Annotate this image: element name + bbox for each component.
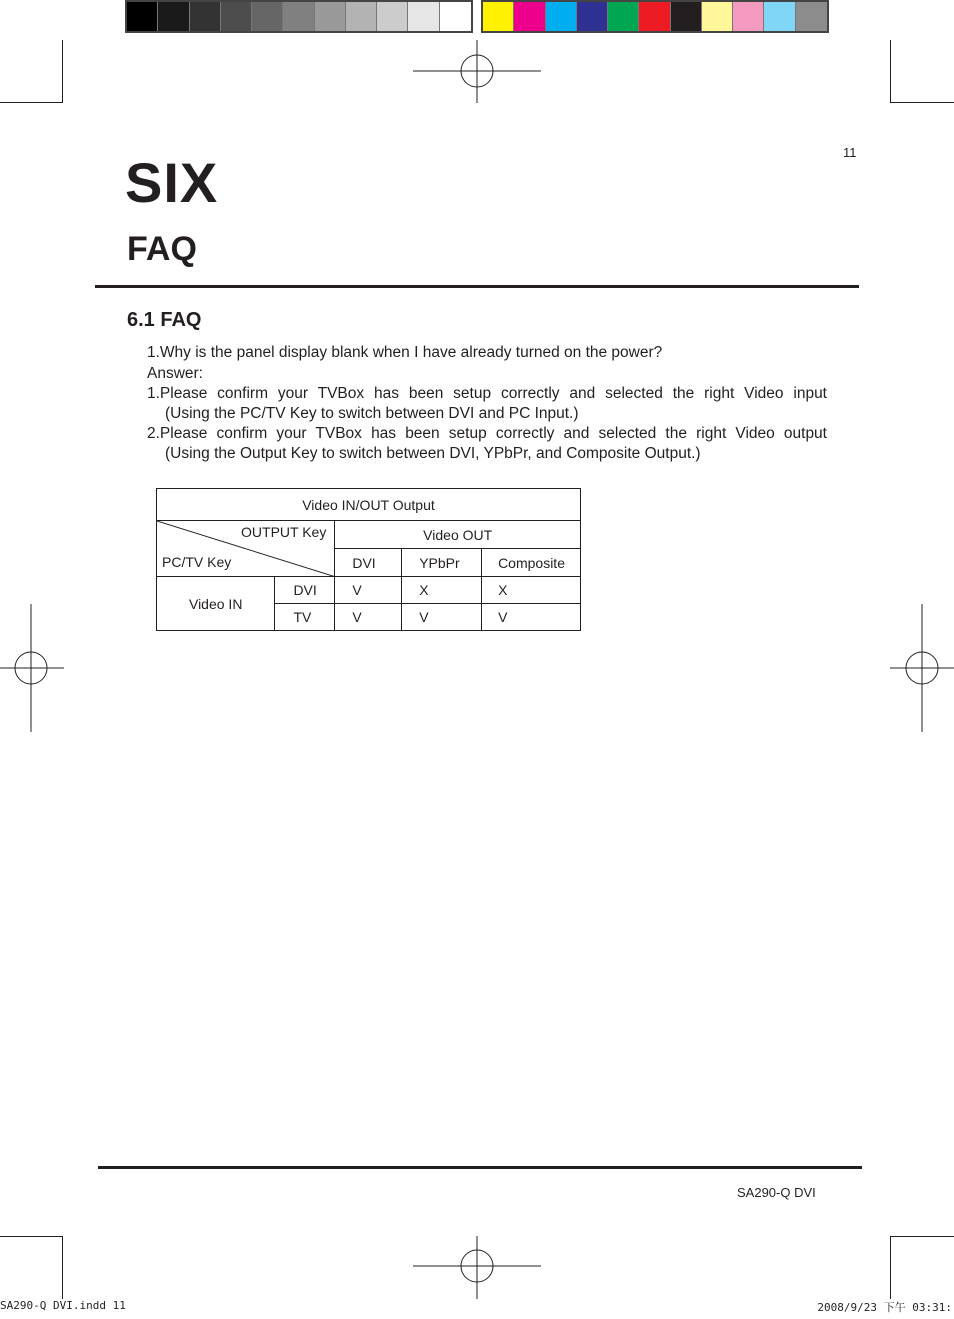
column-header-dvi: DVI [335,549,402,577]
slug-file-name: SA290-Q DVI.indd 11 [0,1299,126,1312]
crop-mark [0,102,63,103]
color-swatch [283,2,314,31]
color-swatch [702,2,733,31]
table-row [157,577,581,604]
faq-answer-1-line-1: 1.Please confirm your TVBox has been setup correctly and selected the right Video input [147,385,827,402]
video-io-table [156,488,581,631]
cell-tv-ypbpr: V [402,604,482,631]
color-swatch [733,2,764,31]
color-swatch [190,2,221,31]
footer-rule [98,1166,862,1169]
footer-model-name: SA290-Q DVI [737,1185,816,1200]
row-label-dvi: DVI [275,577,335,604]
video-in-label: Video IN [157,577,275,631]
video-out-header: Video OUT [335,521,581,549]
color-swatch [514,2,545,31]
color-swatch [158,2,189,31]
cell-tv-composite: V [482,604,581,631]
corner-output-key-label: OUTPUT Key [241,524,327,540]
faq-question: 1.Why is the panel display blank when I have already turned on the power? [147,344,663,361]
row-label-tv: TV [275,604,335,631]
color-swatch [127,2,158,31]
table-title-row [157,489,581,521]
table-header-row [157,521,581,549]
column-header-ypbpr: YPbPr [402,549,482,577]
header-rule [95,285,859,288]
table-title: Video IN/OUT Output [157,489,581,521]
color-swatch [577,2,608,31]
color-swatch [377,2,408,31]
grayscale-swatch-bar [125,0,473,33]
color-swatch [546,2,577,31]
corner-pc-tv-key-label: PC/TV Key [162,554,232,570]
column-header-composite: Composite [482,549,581,577]
registration-mark-top-icon [413,40,541,103]
chapter-number: SIX [125,151,219,214]
slug-date: 2008/9/23 下午 03:31: [817,1301,952,1314]
faq-answer-2-line-2: (Using the Output Key to switch between DVI, YPbPr, and Composite Output.) [165,445,701,462]
crop-mark [0,1236,63,1237]
faq-answer-2-line-1: 2.Please confirm your TVBox has been setup correctly and selected the right Video output [147,425,827,442]
faq-answer-label: Answer: [147,365,203,382]
color-swatch [315,2,346,31]
color-swatch [796,2,827,31]
cell-dvi-ypbpr: X [402,577,482,604]
cell-tv-dvi: V [335,604,402,631]
registration-mark-right-icon [890,604,954,732]
crop-mark [890,102,954,103]
crop-mark [62,40,63,103]
color-swatch [483,2,514,31]
table-corner-cell [157,521,335,577]
cell-dvi-composite: X [482,577,581,604]
page-number: 11 [843,145,857,160]
faq-answer-1-line-2: (Using the PC/TV Key to switch between DVI and PC Input.) [165,405,579,422]
registration-mark-left-icon [0,604,64,732]
section-heading: 6.1 FAQ [127,309,202,331]
color-swatch [671,2,702,31]
color-swatch [346,2,377,31]
registration-mark-bottom-icon [413,1236,541,1299]
crop-mark [890,1236,891,1299]
crop-mark [890,40,891,103]
color-swatch [764,2,795,31]
color-swatch [221,2,252,31]
color-swatch [440,2,471,31]
crop-mark [890,1236,954,1237]
color-swatch [639,2,670,31]
color-swatch [608,2,639,31]
color-swatch [408,2,439,31]
crop-mark [62,1236,63,1299]
color-swatch [252,2,283,31]
chapter-title: FAQ [127,230,197,268]
color-swatch-bar [481,0,829,33]
cell-dvi-dvi: V [335,577,402,604]
